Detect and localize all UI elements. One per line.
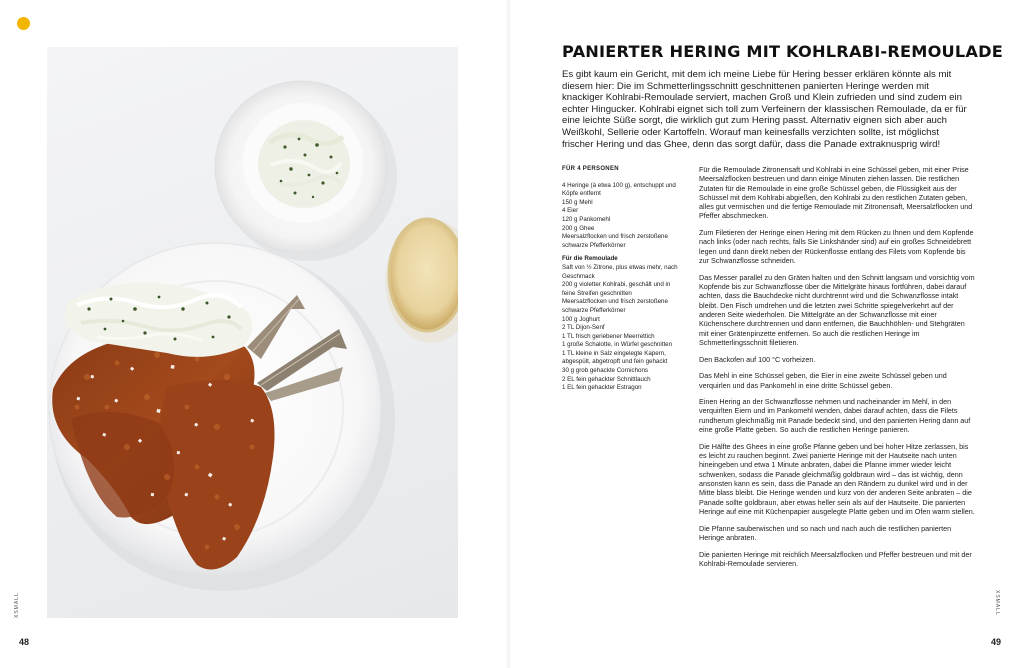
- ingredient-list: [562, 165, 684, 393]
- method-step: Für die Remoulade Zitronensaft und Kohlrabi in eine Schüssel geben, mit einer Prise Meersalzflocken bestreuen und dann einige Minuten ziehen lassen. Die restlichen Zutaten für die Remoulade in eine große Schüssel geben, die Flüssigkeit aus der Schüssel mit dem Kohlrabi abgießen, den Kohlrabi zu den restlichen Zutaten geben, alles gut vermischen und die fertige Remoulade mit Zitronensaft, Meersalzflocken und Pfeffer abschmecken.: [699, 165, 973, 221]
- ingredient-item: 200 g Ghee: [562, 224, 595, 232]
- remoulade-heading: Für die Remoulade: [562, 255, 618, 263]
- remoulade-ingredient-item: 2 EL fein gehackter Schnittlauch: [562, 375, 651, 383]
- dish-photo: [47, 47, 458, 618]
- method-step: Das Messer parallel zu den Gräten halten und den Schnitt langsam und vorsichtig vom Kopfende bis zur Schwanzflosse über die Mittelgräte hinaus fortführen, dabei darauf achten, dass die Bauchdecke nicht durchtrennt wird und die Schwanzflosse intakt bleibt. Den Fisch umdrehen und die letzten zwei Schritte spiegelverkehrt auf der anderen Seite wiederholen. Die Mittelgräte an der Schwanzflosse mit einer Küchenschere durchtrennen und dann entfernen, die Bauchhöhlen- und Stehgräten mit einer Grätenpinzette entfernen. So auch die restlichen Heringe im Schmetterlingsschnitt filetieren.: [699, 272, 975, 347]
- ingredient-item: 4 Heringe (à etwa 100 g), entschuppt und Köpfe entfernt: [562, 181, 676, 198]
- remoulade-ingredient-item: 1 EL fein gehackter Estragon: [562, 384, 642, 392]
- running-head-left: XSMALL: [14, 592, 20, 618]
- method-step: Den Backofen auf 100 °C vorheizen.: [699, 354, 816, 364]
- remoulade-ingredient-item: 1 TL frisch geriebener Meerrettich: [562, 332, 655, 340]
- remoulade-ingredient-item: 30 g grob gehackte Cornichons: [562, 367, 648, 375]
- page-number-right: 49: [991, 637, 1002, 647]
- ghee-glass: [385, 219, 458, 343]
- recipe-intro: Es gibt kaum ein Gericht, mit dem ich meine Liebe für Hering besser erklären könnte als mit diesem hier: Die im Schmetterlingsschnitt geschnittenen panierten Heringe werden mit knackiger Kohlrabi-Remoulade serviert, machen Groß und Klein zufrieden und sind zudem ein echter Hingucker. Kohlrabi eignet sich toll zum Verfeinern der klassischen Remoulade, da er für eine leichte Süße sorgt, die wirklich gut zum Hering passt. Alternativ eignen sich aber auch Weißkohl, Sellerie oder Kartoffeln. Worauf man keinesfalls verzichten sollte, ist möglichst frischer Hering und das Ghee, denn das sorgt dafür, dass die Panade extraknusprig wird!: [562, 69, 967, 150]
- ingredient-item: 4 Eier: [562, 207, 579, 215]
- page-number-left: 48: [19, 637, 30, 647]
- method-step: Die panierten Heringe mit reichlich Meersalzflocken und Pfeffer bestreuen und mit der Kohlrabi-Remoulade servieren.: [699, 549, 972, 568]
- method-step: Die Pfanne sauberwischen und so nach und nach auch die restlichen panierten Heringe anbraten.: [699, 523, 952, 542]
- ingredient-item: Meersalzflocken und frisch zerstoßene schwarze Pfefferkörner: [562, 233, 668, 249]
- corner-dot: [17, 17, 30, 30]
- ingredient-item: 120 g Pankomehl: [562, 215, 611, 223]
- remoulade-ingredient-item: 100 g Joghurt: [562, 315, 600, 323]
- method-steps: [699, 165, 975, 576]
- method-step: Zum Filetieren der Heringe einen Hering mit dem Rücken zu Ihnen und dem Kopfende nach links (oder nach rechts, falls Sie Linkshänder sind) auf ein großes Schneidebrett legen und dann direkt neben der Rückenflosse entlang des Filets vom Kopfende bis zur Schwanzflosse schneiden.: [699, 228, 974, 266]
- running-head-right: XSMALL: [994, 590, 1000, 616]
- remoulade-ingredient-item: 1 große Schalotte, in Würfel geschnitten: [562, 341, 673, 349]
- recipe-title: PANIERTER HERING MIT KOHLRABI-REMOULADE: [562, 42, 1004, 61]
- remoulade-ingredient-item: 200 g violetter Kohlrabi, geschält und in feine Streifen geschnitten: [562, 281, 671, 297]
- method-step: Einen Hering an der Schwanzflosse nehmen und nacheinander im Mehl, in den verquirlten Eiern und im Pankomehl wenden, dabei darauf achten, dass die Filets rundherum gleichmäßig mit Panade bedeckt sind, und den panierten Hering dann auf eine große Platte geben. So auch die restlichen Heringe panieren.: [699, 397, 971, 435]
- remoulade-ingredient-item: Meersalzflocken und frisch zerstoßene schwarze Pfefferkörner: [562, 298, 668, 314]
- method-step: Die Hälfte des Ghees in eine große Pfanne geben und bei hoher Hitze zerlassen, bis es leicht zu rauchen beginnt. Zwei panierte Heringe mit der Hautseite nach unten hineingeben und etwa 1 Minute anbraten, dabei die Pfanne immer wieder leicht schwenken, sodass die Panade gleichmäßig goldbraun wird – das ist wichtig, denn ansonsten kann es sein, dass die Panade an den Rändern zu dunkel wird und in der Mitte blass bleibt. Die Heringe wenden und kurz von der anderen Seite anbraten – die Panade sollte goldbraun, aber etwas heller sein als auf der Hautseite. Die panierten Heringe auf eine mit Küchenpapier ausgelegte Platte geben und im Ofen warm stellen.: [699, 441, 975, 516]
- servings-heading: FÜR 4 PERSONEN: [562, 166, 619, 172]
- method-step: Das Mehl in eine Schüssel geben, die Eier in eine zweite Schüssel geben und verquirlen und das Pankomehl in eine dritte Schüssel geben.: [699, 371, 947, 390]
- remoulade-ingredient-item: 2 TL Dijon-Senf: [562, 324, 605, 332]
- remoulade-ingredient-item: 1 TL kleine in Salz eingelegte Kapern, abgespült, abgetropft und fein gehackt: [562, 349, 668, 366]
- remoulade-bowl-content: [258, 120, 350, 208]
- dish-illustration: [47, 47, 458, 618]
- ingredient-item: 150 g Mehl: [562, 198, 593, 206]
- remoulade-ingredient-item: Saft von ½ Zitrone, plus etwas mehr, nach Geschmack: [562, 263, 678, 280]
